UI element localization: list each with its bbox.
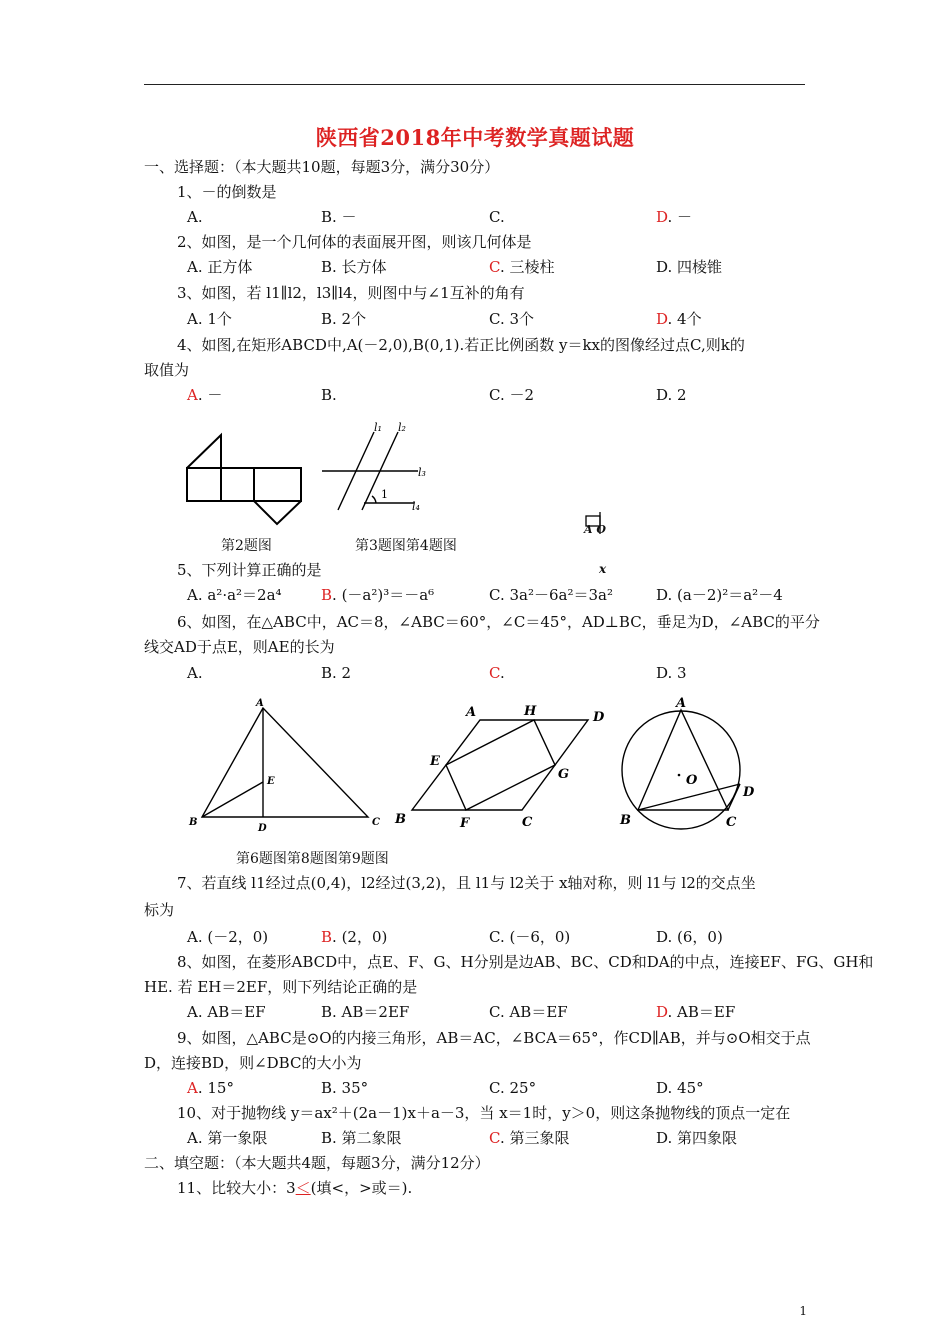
q2-option-b: B. 长方体 xyxy=(321,258,387,276)
page-title: 陕西省2018年中考数学真题试题 xyxy=(315,125,635,150)
fig6-label-e: E xyxy=(267,776,275,787)
q6-option-d: D. 3 xyxy=(656,664,687,682)
figure-3-parallel-lines xyxy=(318,418,433,520)
q3-option-b: B. 2个 xyxy=(321,310,367,328)
fig3-label-l1: l₁ xyxy=(374,421,382,434)
q1-stem: 1、－的倒数是 xyxy=(177,183,277,201)
q2-option-d: D. 四棱锥 xyxy=(656,258,723,276)
fig3-label-l2: l₂ xyxy=(398,421,406,434)
q4-option-d: D. 2 xyxy=(656,386,687,404)
q11-stem xyxy=(177,1178,412,1198)
fig8-label-e: E xyxy=(430,754,440,769)
q4-option-a-text: . － xyxy=(197,386,223,404)
q8-option-b: B. AB＝2EF xyxy=(321,1003,410,1021)
q9-stem-cont: D，连接BD，则∠DBC的大小为 xyxy=(144,1054,362,1072)
q1-option-a: A. xyxy=(187,208,203,226)
q7-option-d: D. (6，0) xyxy=(656,928,723,946)
fig9-label-o: O xyxy=(686,773,698,788)
q10-option-c-text: . 第三象限 xyxy=(499,1129,570,1147)
q6-option-c-text: . xyxy=(499,664,505,682)
q7-stem: 7、若直线 l1经过点(0,4)，l2经过(3,2)，且 l1与 l2关于 x轴对称，则 l1与 l2的交点坐 xyxy=(177,874,756,892)
fig3-label-l4: l₄ xyxy=(412,500,420,513)
q9-option-a-text: . 15° xyxy=(197,1079,234,1097)
fig8-label-g: G xyxy=(558,767,570,782)
q10-option-d: D. 第四象限 xyxy=(656,1129,738,1147)
q2-stem: 2、如图，是一个几何体的表面展开图，则该几何体是 xyxy=(177,233,532,251)
q5-option-d: D. (a－2)²＝a²－4 xyxy=(656,586,783,604)
page-number: 1 xyxy=(799,1304,807,1318)
q3-stem: 3、如图，若 l1∥l2，l3∥l4，则图中与∠1互补的角有 xyxy=(177,284,525,302)
q10-answer-mark: C xyxy=(489,1129,500,1147)
q7-answer-mark: B xyxy=(321,928,333,946)
q2-answer-mark: C xyxy=(489,258,500,276)
figure-8-rhombus xyxy=(390,700,615,836)
q6-answer-mark: C xyxy=(489,664,500,682)
fig8-label-b: B xyxy=(395,812,406,827)
q9-option-c: C. 25° xyxy=(489,1079,537,1097)
q4-answer-mark: A xyxy=(187,386,198,404)
q10-option-a: A. 第一象限 xyxy=(187,1129,268,1147)
q7-option-c: C. (－6，0) xyxy=(489,928,571,946)
q6-stem: 6、如图，在△ABC中，AC＝8，∠ABC＝60°，∠C＝45°，AD⊥BC，垂足为D，∠ABC的平分 xyxy=(177,613,820,631)
q6-option-a: A. xyxy=(187,664,203,682)
q8-option-d xyxy=(656,1002,735,1022)
q8-answer-mark: D xyxy=(656,1003,668,1021)
q4-stem: 4、如图,在矩形ABCD中,A(－2,0),B(0,1).若正比例函数 y＝kx的图像经过点C,则k的 xyxy=(177,336,745,354)
q1-option-c: C. xyxy=(489,208,505,226)
q5-stem: 5、下列计算正确的是 xyxy=(177,561,322,579)
fig8-label-f: F xyxy=(460,816,470,831)
q7-option-a: A. (－2，0) xyxy=(187,928,269,946)
fig4-label-ao: A O xyxy=(584,523,606,536)
section-1-heading: 一、选择题：（本大题共10题，每题3分，满分30分） xyxy=(144,158,500,176)
q9-stem: 9、如图，△ABC是⊙O的内接三角形，AB＝AC，∠BCA＝65°，作CD∥AB，并与⊙O相交于点 xyxy=(177,1029,811,1047)
figure-6-triangle xyxy=(186,694,386,836)
fig8-label-h: H xyxy=(524,704,537,719)
fig9-label-d: D xyxy=(743,785,755,800)
q5-option-c: C. 3a²－6a²＝3a² xyxy=(489,586,613,604)
fig2-caption: 第2题图 xyxy=(221,538,272,554)
q8-option-c: C. AB＝EF xyxy=(489,1003,568,1021)
q4-stem-cont: 取值为 xyxy=(144,361,190,379)
fig3-label-l3: l₃ xyxy=(418,466,426,479)
fig9-label-a: A xyxy=(676,696,687,711)
fig8-label-d: D xyxy=(593,710,605,725)
q2-option-c-text: . 三棱柱 xyxy=(499,258,555,276)
header-rule xyxy=(144,84,805,85)
q7-stem-cont: 标为 xyxy=(144,901,175,919)
figure-2-net xyxy=(180,428,310,528)
q6-option-b: B. 2 xyxy=(321,664,352,682)
fig689-caption: 第6题图第8题图第9题图 xyxy=(236,851,389,867)
q1-option-d-text: . － xyxy=(667,208,693,226)
fig34-caption: 第3题图第4题图 xyxy=(355,538,457,554)
q10-option-c xyxy=(489,1128,570,1148)
fig3-angle-1: 1 xyxy=(381,488,388,501)
q7-option-b xyxy=(321,927,387,947)
q8-option-a: A. AB＝EF xyxy=(187,1003,266,1021)
q8-stem-cont: HE. 若 EH＝2EF，则下列结论正确的是 xyxy=(144,978,418,996)
q8-option-d-text: . AB＝EF xyxy=(667,1003,736,1021)
fig8-label-c: C xyxy=(522,815,533,830)
q11-answer: ＜ xyxy=(295,1179,311,1197)
q1-option-d xyxy=(656,207,692,227)
q9-option-a xyxy=(187,1078,234,1098)
q3-answer-mark: D xyxy=(656,310,668,328)
q2-option-c xyxy=(489,257,555,277)
fig6-label-d: D xyxy=(258,823,267,834)
fig4-label-x: x xyxy=(599,562,607,576)
q10-stem: 10、对于抛物线 y＝ax²＋(2a－1)x＋a－3，当 x＝1时，y＞0，则这条抛物线的顶点一定在 xyxy=(177,1104,791,1122)
q4-option-b: B. xyxy=(321,386,337,404)
q11-stem-text: 11、比较大小：3 xyxy=(177,1179,296,1197)
q7-option-b-text: . (2，0) xyxy=(332,928,388,946)
q9-option-d: D. 45° xyxy=(656,1079,704,1097)
q2-option-a: A. 正方体 xyxy=(187,258,253,276)
q5-option-b-text: . (－a²)³＝－a⁶ xyxy=(332,586,435,604)
q5-answer-mark: B xyxy=(321,586,333,604)
section-2-heading: 二、填空题：（本大题共4题，每题3分，满分12分） xyxy=(144,1154,490,1172)
fig8-label-a: A xyxy=(466,705,477,720)
q5-option-a: A. a²·a²＝2a⁴ xyxy=(187,586,282,604)
q8-stem: 8、如图，在菱形ABCD中，点E、F、G、H分别是边AB、BC、CD和DA的中点，连接EF、FG、GH和 xyxy=(177,953,874,971)
fig9-label-b: B xyxy=(620,813,631,828)
fig6-label-a: A xyxy=(256,698,264,709)
q1-option-b: B. － xyxy=(321,208,357,226)
q4-option-c: C. －2 xyxy=(489,386,535,404)
q3-option-a: A. 1个 xyxy=(187,310,232,328)
q1-answer-mark: D xyxy=(656,208,668,226)
q5-option-b xyxy=(321,585,434,605)
q4-option-a xyxy=(187,385,222,405)
q10-option-b: B. 第二象限 xyxy=(321,1129,402,1147)
q3-option-d-text: . 4个 xyxy=(667,310,702,328)
fig6-label-b: B xyxy=(189,817,198,828)
fig9-label-c: C xyxy=(726,815,737,830)
q3-option-c: C. 3个 xyxy=(489,310,535,328)
q3-option-d xyxy=(656,309,702,329)
q6-stem-cont: 线交AD于点E，则AE的长为 xyxy=(144,638,335,656)
fig6-label-c: C xyxy=(372,817,380,828)
figure-9-circle xyxy=(612,692,772,838)
q6-option-c xyxy=(489,663,505,683)
q9-answer-mark: A xyxy=(187,1079,198,1097)
q11-stem-tail: (填<，>或＝). xyxy=(310,1179,413,1197)
q9-option-b: B. 35° xyxy=(321,1079,369,1097)
